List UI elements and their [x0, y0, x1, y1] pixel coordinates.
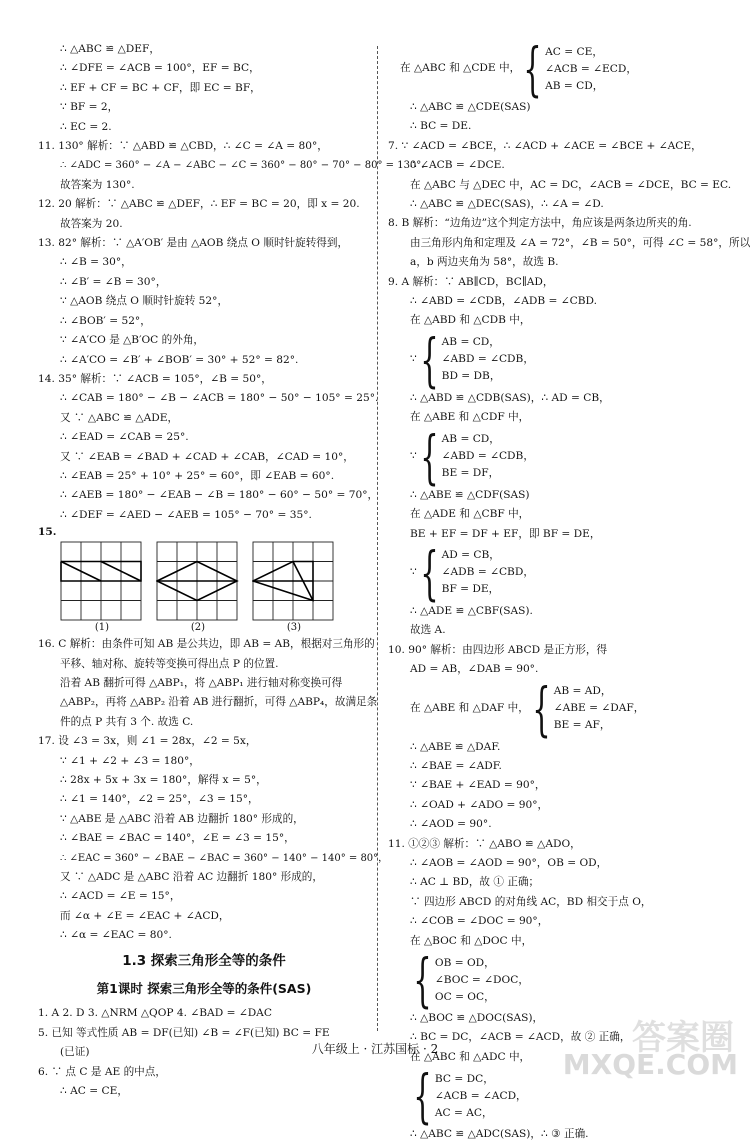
question-14: 14. 35° 解析：∵ ∠ACB = 105°，∠B = 50°，	[38, 372, 272, 385]
condition-block	[388, 538, 718, 607]
text-line: 又 ∵ △ADC 是 △ABC 沿着 AC 边翻折 180° 形成的，	[60, 871, 323, 884]
text-line: AB = CD，	[441, 433, 500, 446]
text-line: ∵ ∠1 + ∠2 + ∠3 = 180°，	[60, 754, 200, 767]
text-line: BD = DB，	[441, 370, 501, 383]
text-line: ∠ABD = ∠CDB，	[441, 450, 534, 463]
question-15: 15.	[38, 526, 57, 539]
answers-1-4: 1. A 2. D 3. △NRM △QOP 4. ∠BAD = ∠DAC	[38, 1007, 272, 1020]
text-line: ∴ EF + CF = BC + CF，即 EC = BF，	[60, 81, 261, 94]
condition-block	[388, 674, 718, 743]
because-icon: ∵	[410, 566, 417, 579]
question-12: 12. 20 解析：∵ △ABC ≌ △DEF，∴ EF = BC = 20，即 x = 20.	[38, 198, 360, 211]
answer-5: 5. 已知 等式性质 AB = DF(已知) ∠B = ∠F(已知) BC = FE	[38, 1026, 330, 1039]
text-line: ∴ ∠ACD = ∠E = 15°，	[60, 890, 181, 903]
text-line: 件的点 P 共有 3 个. 故选 C.	[60, 715, 194, 728]
text-line: ∠ABD = ∠CDB，	[441, 353, 534, 366]
text-line: ∴ ∠EAB = 25° + 10° + 25° = 60°，即 ∠EAB = 60°.	[60, 469, 335, 482]
text-line: ∴ △ABC ≌ △CDE(SAS)	[410, 101, 531, 113]
text-line: ∴ ∠OAD + ∠ADO = 90°，	[410, 798, 549, 811]
text-line: AC = CE，	[545, 45, 603, 58]
watermark-url: MXQE.COM	[562, 1048, 738, 1081]
grid-figure-3	[252, 541, 336, 635]
text-line: ∴ ∠A′CO = ∠B′ + ∠BOB′ = 30° + 52° = 82°.	[60, 353, 299, 366]
text-line: ∠ABE = ∠DAF，	[553, 702, 645, 715]
text-line: a，b 两边夹角为 58°，故选 B.	[410, 256, 559, 269]
condition-block	[388, 35, 718, 103]
question-17: 17. 设 ∠3 = 3x，则 ∠1 = 28x，∠2 = 5x，	[38, 735, 257, 748]
section-title: 1.3 探索三角形全等的条件	[122, 952, 286, 969]
column-divider	[377, 46, 378, 1031]
text-line: ∴ ∠AEB = 180° − ∠EAB − ∠B = 180° − 60° − 50° = 70°，	[60, 489, 379, 502]
text-line: ∵ 四边形 ABCD 的对角线 AC，BD 相交于点 O，	[410, 895, 652, 908]
brace-icon: {	[419, 422, 439, 491]
text-line: ∴ BC = DE.	[410, 120, 472, 133]
text-line: ∴ ∠BOB′ = 52°，	[60, 314, 151, 327]
text-line: OB = OD，	[434, 956, 495, 969]
question-9: 9. A 解析：∵ AB∥CD，BC∥AD，	[388, 275, 554, 288]
text-line: ∴ ∠AOB = ∠AOD = 90°，OB = OD，	[410, 856, 608, 869]
text-line: ∴ ∠ACB = ∠DCE.	[410, 159, 505, 172]
question-8: 8. B 解析：“边角边”这个判定方法中，角应该是两条边所夹的角.	[388, 217, 692, 230]
text-line: ∴ BC = DC，∠ACB = ∠ACD，故 ② 正确，	[410, 1031, 631, 1044]
text-line: AD = CB，	[441, 549, 500, 562]
grid-figure-3-svg	[252, 541, 336, 621]
text-line: ∴ ∠DFE = ∠ACB = 100°，EF = BC，	[60, 62, 260, 75]
text-line: 平移、轴对称、旋转等变换可得出点 P 的位置.	[60, 657, 279, 670]
text-line: ∴ ∠ADC = 360° − ∠A − ∠ABC − ∠C = 360° − 80° − 70° − 80° = 130°.	[60, 160, 425, 172]
text-line: ∴ ∠1 = 140°，∠2 = 25°，∠3 = 15°，	[60, 793, 259, 806]
text-line: ∴ △ABC ≌ △DEC(SAS)，∴ ∠A = ∠D.	[410, 198, 604, 211]
text-line: ∴ AC ⊥ BD，故 ① 正确；	[410, 876, 540, 889]
text-line: 在 △ABE 和 △CDF 中，	[410, 411, 530, 424]
brace-icon: {	[532, 674, 551, 743]
text-line: 沿着 AB 翻折可得 △ABP₁，将 △ABP₁ 进行轴对称变换可得	[60, 676, 343, 689]
text-line: 在 △ABC 和 △CDE 中，	[400, 62, 521, 75]
brace-icon: {	[413, 1062, 432, 1131]
text-line: BC = DC，	[434, 1072, 494, 1085]
text-line: 又 ∵ △ABC ≌ △ADE，	[60, 411, 179, 424]
text-line: ∴ ∠COB = ∠DOC = 90°，	[410, 915, 549, 928]
text-line: BF = DE，	[441, 583, 500, 596]
text-line: BE = DF，	[441, 467, 500, 480]
text-line: ∴ ∠α = ∠EAC = 80°.	[60, 929, 172, 942]
figure-caption-3: (3)	[286, 622, 302, 634]
answer-6: 6. ∵ 点 C 是 AE 的中点，	[38, 1065, 166, 1078]
text-line: 在 △ABC 与 △DEC 中，AC = DC，∠ACB = ∠DCE，BC = EC.	[410, 178, 732, 191]
text-line: ∴ ∠DEF = ∠AED − ∠AEB = 105° − 70° = 35°.	[60, 508, 312, 521]
text-line: ∠BOC = ∠DOC，	[434, 973, 529, 986]
figure-caption-2: (2)	[190, 622, 206, 634]
text-line: 在 △ADE 和 △CBF 中，	[410, 508, 530, 521]
question-7: 7. ∵ ∠ACD = ∠BCE，∴ ∠ACD + ∠ACE = ∠BCE + ∠ACE，	[388, 139, 702, 152]
text-line: AD = AB，∠DAB = 90°.	[410, 663, 539, 676]
text-line: ∴ ∠B = 30°，	[60, 256, 132, 269]
text-line: ∴ ∠EAD = ∠CAB = 25°.	[60, 431, 189, 444]
text-line: ∵ △AOB 绕点 O 顺时针旋转 52°，	[60, 295, 229, 308]
grid-figure-1-svg	[60, 541, 144, 621]
text-line: ∴ EC = 2.	[60, 120, 112, 133]
question-11-right: 11. ①②③ 解析：∵ △ABO ≌ △ADO，	[388, 837, 581, 850]
page-footer: 八年级上 · 江苏国标 · 2	[311, 1042, 439, 1056]
text-line: 故答案为 20.	[60, 217, 123, 230]
text-line: 在 △BOC 和 △DOC 中，	[410, 934, 533, 947]
condition-block	[388, 422, 718, 491]
text-line: 而 ∠α + ∠E = ∠EAC + ∠ACD，	[60, 909, 230, 922]
text-line: ∵ △ABE 是 △ABC 沿着 AB 边翻折 180° 形成的，	[60, 812, 304, 825]
condition-block	[388, 946, 718, 1014]
brace-icon: {	[523, 35, 542, 103]
right-column	[388, 35, 750, 1145]
text-line: ∴ ∠CAB = 180° − ∠B − ∠ACB = 180° − 50° − 105° = 25°.	[60, 392, 379, 405]
text-line: OC = OC，	[434, 990, 495, 1003]
text-line: ∴ △ABC ≌ △ADC(SAS)，∴ ③ 正确.	[410, 1128, 589, 1141]
text-line: BE = AF，	[553, 719, 611, 732]
text-line: ∴ ∠AOD = 90°.	[410, 818, 492, 831]
text-line: ∴ △ADE ≌ △CBF(SAS).	[410, 604, 533, 617]
text-line: △ABP₂，再将 △ABP₂ 沿着 AB 进行翻折，可得 △ABP₄，故满足条	[60, 696, 378, 709]
text-line: ∴ ∠B′ = ∠B = 30°，	[60, 275, 167, 288]
text-line: AB = AD，	[553, 685, 612, 698]
because-icon: ∵	[410, 449, 417, 462]
text-line: 在 △ABD 和 △CDB 中，	[410, 314, 531, 327]
question-10: 10. 90° 解析：由四边形 ABCD 是正方形，得	[388, 643, 608, 656]
text-line: ∴ △ABE ≌ △CDF(SAS)	[410, 488, 530, 501]
figure-caption-1: (1)	[94, 622, 110, 634]
text-line: ∵ ∠BAE + ∠EAD = 90°，	[410, 779, 546, 792]
grid-figure-1	[60, 541, 144, 635]
text-line: ∴ △BOC ≌ △DOC(SAS)，	[410, 1012, 544, 1024]
grid-figure-2-svg	[156, 541, 240, 621]
text-line: ∴ ∠BAE = ∠ADF.	[410, 759, 502, 772]
watermark-logo: 答案圈	[632, 1018, 734, 1058]
text-line: ∴ 28x + 5x + 3x = 180°，解得 x = 5°，	[60, 774, 267, 786]
text-line: 在 △ABE 和 △DAF 中，	[410, 701, 529, 714]
text-line: ∴ ∠BAE = ∠BAC = 140°，∠E = ∠3 = 15°，	[60, 832, 295, 845]
text-line: ∠ADB = ∠CBD，	[441, 566, 534, 579]
brace-icon: {	[413, 946, 432, 1014]
text-line: ∴ △ABC ≌ △DEF，	[60, 43, 160, 55]
condition-block	[388, 325, 718, 394]
text-line: AC = AC，	[434, 1106, 493, 1119]
text-line: ∴ △ABD ≌ △CDB(SAS)，∴ AD = CB，	[410, 391, 610, 404]
text-line: ∵ BF = 2，	[60, 101, 119, 114]
text-line: ∵ ∠A′CO 是 △B′OC 的外角，	[60, 334, 205, 347]
grid-figure-2	[156, 541, 240, 635]
text-line: AB = CD，	[441, 336, 500, 349]
brace-icon: {	[419, 538, 439, 607]
brace-icon: {	[419, 325, 439, 394]
text-line: ∴ △ABE ≌ △DAF.	[410, 740, 501, 753]
text-line: ∠ACB = ∠ECD，	[545, 62, 637, 75]
text-line: AB = CD，	[545, 79, 604, 92]
question-16: 16. C 解析：由条件可知 AB 是公共边，即 AB = AB，根据对三角形的	[38, 638, 375, 651]
text-line: BE + EF = DF + EF，即 BF = DE，	[410, 527, 601, 540]
text-line: ∴ ∠EAC = 360° − ∠BAE − ∠BAC = 360° − 140° − 140° = 80°，	[60, 852, 389, 864]
text-line: 故选 A.	[410, 624, 446, 637]
text-line: 故答案为 130°.	[60, 178, 135, 191]
because-icon: ∵	[410, 353, 417, 366]
text-line: 在 △ABC 和 △ADC 中，	[410, 1050, 531, 1063]
lesson-title: 第1课时 探索三角形全等的条件(SAS)	[96, 981, 312, 997]
text-line: (已证)	[60, 1046, 90, 1059]
text-line: 又 ∵ ∠EAB = ∠BAD + ∠CAD + ∠CAB，∠CAD = 10°，	[60, 450, 354, 463]
question-11: 11. 130° 解析：∵ △ABD ≌ △CBD，∴ ∠C = ∠A = 80°，	[38, 140, 328, 153]
text-line: ∴ ∠ABD = ∠CDB，∠ADB = ∠CBD.	[410, 295, 598, 308]
text-line: ∠ACB = ∠ACD，	[434, 1089, 527, 1102]
grid-figures	[60, 541, 370, 635]
question-13: 13. 82° 解析：∵ △A′OB′ 是由 △AOB 绕点 O 顺时针旋转得到，	[38, 237, 349, 250]
text-line: ∴ AC = CE，	[60, 1085, 128, 1098]
text-line: 由三角形内角和定理及 ∠A = 72°，∠B = 50°，可得 ∠C = 58°，所以	[410, 236, 750, 249]
